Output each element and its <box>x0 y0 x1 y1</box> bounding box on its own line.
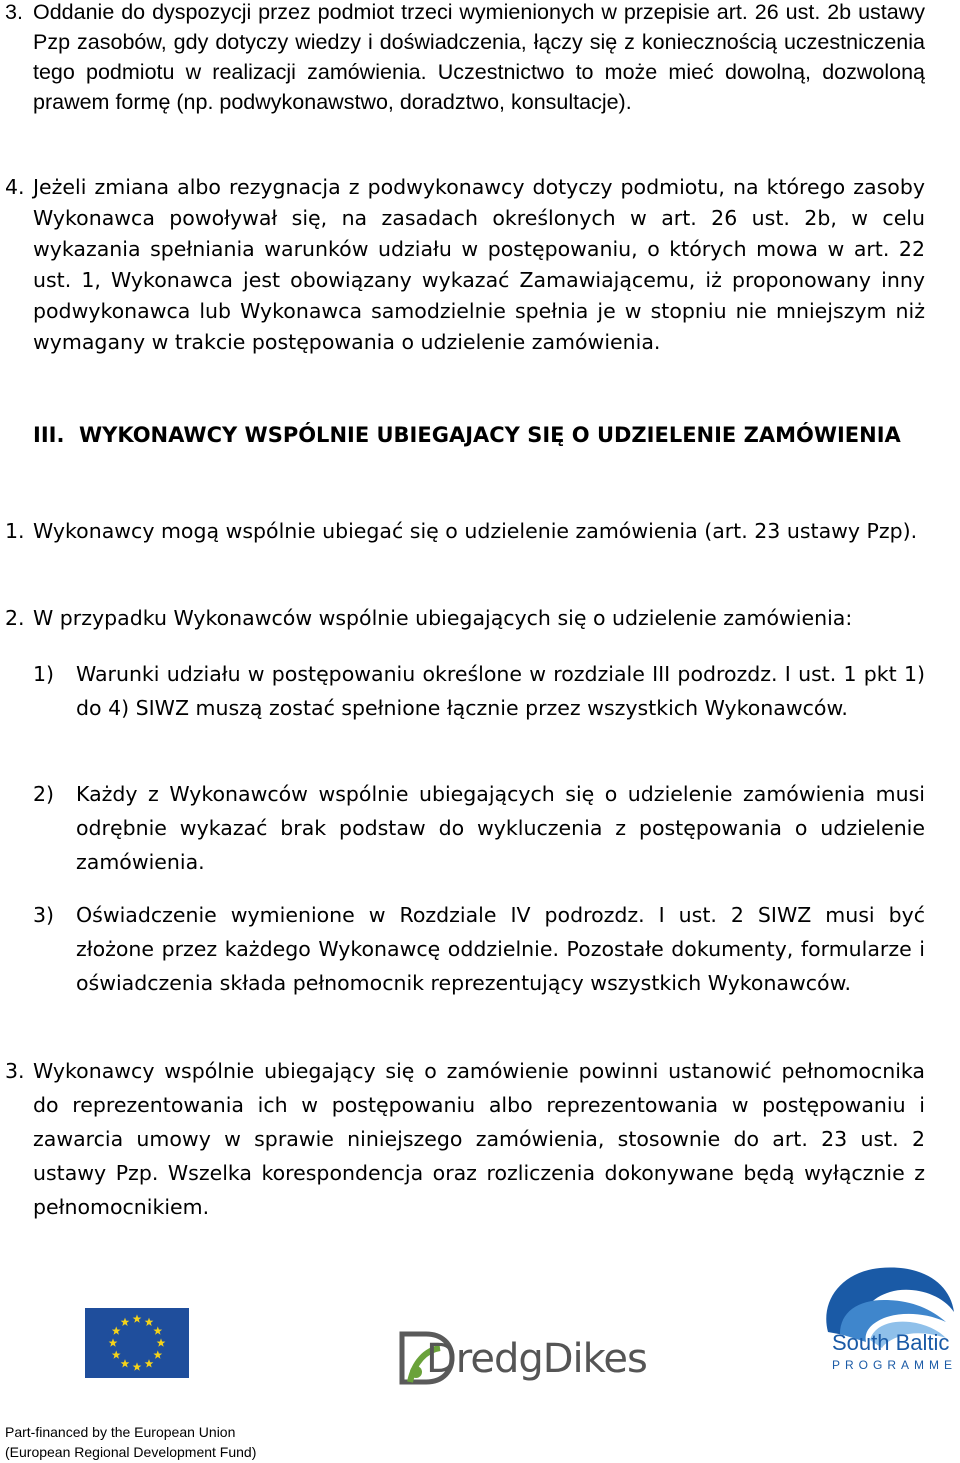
dredgdikes-logo <box>396 1322 647 1392</box>
item-text: Wykonawcy wspólnie ubiegający się o zamówienie powinni ustanowić pełnomocnika do reprezentowania ich w postępowaniu albo reprezentowania w postępowaniu i zawarcia umowy w sprawie niniejszego zamówienia, stosownie do art. 23 ust. 2 ustawy Pzp. Wszelka korespondencja oraz rozliczenia dokonywane będą wyłącznie z pełnomocnikiem. <box>33 1059 925 1219</box>
dredgdikes-logo-text: DredgDikes <box>426 1336 647 1382</box>
paragraph-s3-item-3 <box>5 1054 925 1224</box>
sub-number: 2) <box>33 782 55 806</box>
item-text: Wykonawcy mogą wspólnie ubiegać się o udzielenie zamówienia (art. 23 ustawy Pzp). <box>33 519 918 543</box>
sub-text: Oświadczenie wymienione w Rozdziale IV podrozdz. I ust. 2 SIWZ musi być złożone przez każdego Wykonawcę oddzielnie. Pozostałe dokumenty, formularze i oświadczenia składa pełnomocnik reprezentujący wszystkich Wykonawców. <box>76 903 925 995</box>
section-number: III. <box>33 423 65 447</box>
paragraph-item-3 <box>5 0 925 117</box>
south-baltic-logo <box>800 1262 960 1402</box>
eu-flag-icon <box>33 1300 203 1418</box>
item-text: Oddanie do dyspozycji przez podmiot trzeci wymienionych w przepisie art. 26 ust. 2b ustawy Pzp zasobów, gdy dotyczy wiedzy i doświadczenia, łączy się z koniecznością uczestniczenia tego podmiotu w realizacji zamówienia. Uczestnictwo to może mieć dowolną, dozwoloną prawem formę (np. podwykonawstwo, doradztwo, konsultacje). <box>33 0 925 114</box>
caption-line-1: Part-financed by the European Union <box>5 1424 236 1440</box>
caption-line-2: (European Regional Development Fund) <box>5 1444 257 1460</box>
item-number: 1. <box>5 519 25 543</box>
paragraph-s3-item-1 <box>5 515 925 548</box>
sub-text: Warunki udziału w postępowaniu określone w rozdziale III podrozdz. I ust. 1 pkt 1) do 4) SIWZ muszą zostać spełnione łącznie przez wszystkich Wykonawców. <box>76 662 925 720</box>
section-title: WYKONAWCY WSPÓLNIE UBIEGAJACY SIĘ O UDZIELENIE ZAMÓWIENIA <box>79 423 901 447</box>
south-baltic-subtitle: PROGRAMME <box>832 1358 958 1372</box>
sub-number: 1) <box>33 662 55 686</box>
sub-item-1 <box>33 657 925 725</box>
item-number: 3. <box>5 0 23 24</box>
item-number: 2. <box>5 606 25 630</box>
sub-number: 3) <box>33 903 55 927</box>
item-text: W przypadku Wykonawców wspólnie ubiegających się o udzielenie zamówienia: <box>33 606 853 630</box>
sub-item-2 <box>33 777 925 879</box>
south-baltic-title: South Baltic <box>832 1330 950 1355</box>
paragraph-item-4 <box>5 172 925 358</box>
sub-item-3 <box>33 898 925 1000</box>
item-text: Jeżeli zmiana albo rezygnacja z podwykonawcy dotyczy podmiotu, na którego zasoby Wykonawca powoływał się, na zasadach określonych w art. 26 ust. 2b, w celu wykazania spełniania warunków udziału w postępowaniu, o których mowa w art. 22 ust. 1, Wykonawca jest obowiązany wykazać Zamawiającemu, iż proponowany inny podwykonawca lub Wykonawca samodzielnie spełnia je w stopniu nie mniejszym niż wymagany w trakcie postępowania o udzielenie zamówienia. <box>33 175 925 354</box>
sub-text: Każdy z Wykonawców wspólnie ubiegających się o udzielenie zamówienia musi odrębnie wykazać brak podstaw do wykluczenia z postępowania o udzielenie zamówienia. <box>76 782 925 874</box>
footer-caption <box>5 1422 256 1462</box>
paragraph-s3-item-2 <box>5 603 925 634</box>
item-number: 3. <box>5 1059 25 1083</box>
eu-flag-logo <box>33 1300 203 1418</box>
item-number: 4. <box>5 175 25 199</box>
section-heading <box>33 420 925 451</box>
